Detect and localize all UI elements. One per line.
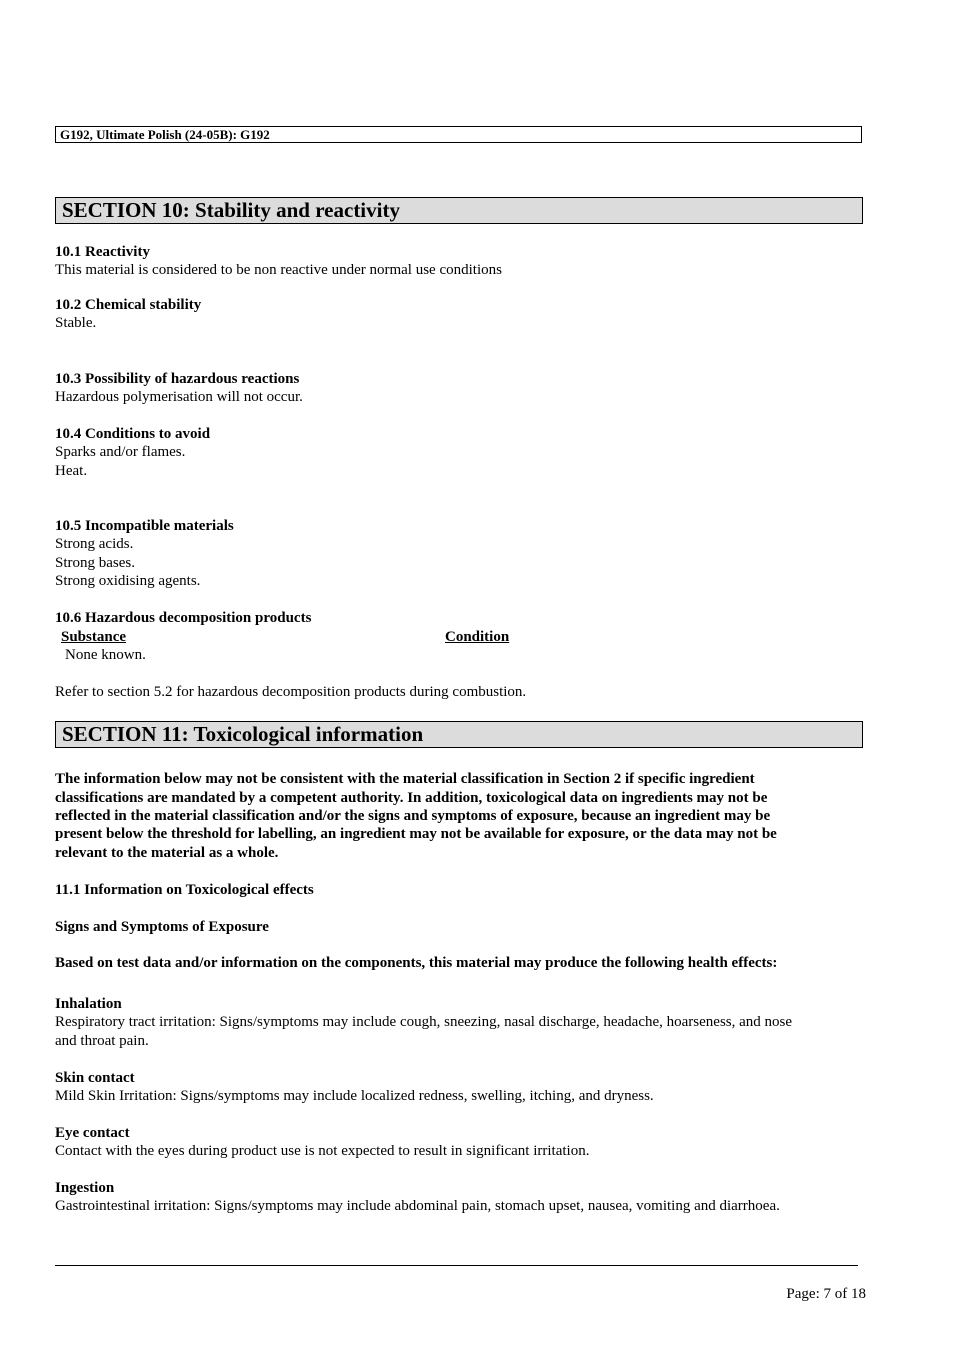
disclaimer-line: reflected in the material classification and/or the signs and symptoms of exposure, because an ingredient may be [55, 808, 771, 824]
signs-symptoms-heading: Signs and Symptoms of Exposure [55, 919, 269, 935]
reactivity-text: This material is considered to be non reactive under normal use conditions [55, 262, 502, 278]
substance-cell: None known. [65, 647, 146, 663]
skin-contact-text: Mild Skin Irritation: Signs/symptoms may include localized redness, swelling, itching, and dryness. [55, 1088, 654, 1104]
reactivity-heading: 10.1 Reactivity [55, 244, 150, 260]
stability-text: Stable. [55, 315, 97, 331]
eye-contact-heading: Eye contact [55, 1125, 130, 1141]
inhalation-text: Respiratory tract irritation: Signs/symptoms may include cough, sneezing, nasal discharge, headache, hoarseness, and nose [55, 1014, 793, 1030]
disclaimer-line: classifications are mandated by a competent authority. In addition, toxicological data on ingredients may not be [55, 790, 768, 806]
eye-contact-text: Contact with the eyes during product use is not expected to result in significant irritation. [55, 1143, 590, 1159]
disclaimer-line: present below the threshold for labelling, an ingredient may not be available for exposure, or the data may not be [55, 826, 777, 842]
substance-column-header: Substance [61, 629, 127, 645]
incompatible-heading: 10.5 Incompatible materials [55, 518, 234, 534]
disclaimer-line: relevant to the material as a whole. [55, 845, 279, 861]
condition-column-header: Condition [445, 629, 510, 645]
document-header: G192, Ultimate Polish (24-05B): G192 [55, 126, 862, 143]
page-number: Page: 7 of 18 [786, 1286, 866, 1302]
section-10-title: SECTION 10: Stability and reactivity [55, 197, 863, 224]
inhalation-text: and throat pain. [55, 1033, 149, 1049]
conditions-heading: 10.4 Conditions to avoid [55, 426, 211, 442]
decomposition-heading: 10.6 Hazardous decomposition products [55, 610, 312, 626]
incompatible-item: Strong acids. [55, 536, 134, 552]
footer-divider [55, 1265, 858, 1266]
health-effects-intro: Based on test data and/or information on the components, this material may produce the following health effects: [55, 955, 778, 971]
stability-heading: 10.2 Chemical stability [55, 297, 202, 313]
ingestion-heading: Ingestion [55, 1180, 115, 1196]
hazardous-reactions-heading: 10.3 Possibility of hazardous reactions [55, 371, 300, 387]
tox-effects-heading: 11.1 Information on Toxicological effects [55, 882, 314, 898]
skin-contact-heading: Skin contact [55, 1070, 135, 1086]
incompatible-item: Strong oxidising agents. [55, 573, 201, 589]
hazardous-reactions-text: Hazardous polymerisation will not occur. [55, 389, 303, 405]
incompatible-item: Strong bases. [55, 555, 135, 571]
section-11-title: SECTION 11: Toxicological information [55, 721, 863, 748]
ingestion-text: Gastrointestinal irritation: Signs/symptoms may include abdominal pain, stomach upset, nausea, vomiting and diarrhoea. [55, 1198, 780, 1214]
disclaimer-line: The information below may not be consistent with the material classification in Section 2 if specific ingredient [55, 771, 755, 787]
inhalation-heading: Inhalation [55, 996, 122, 1012]
decomposition-note: Refer to section 5.2 for hazardous decomposition products during combustion. [55, 684, 527, 700]
conditions-item: Sparks and/or flames. [55, 444, 186, 460]
conditions-item: Heat. [55, 463, 88, 479]
